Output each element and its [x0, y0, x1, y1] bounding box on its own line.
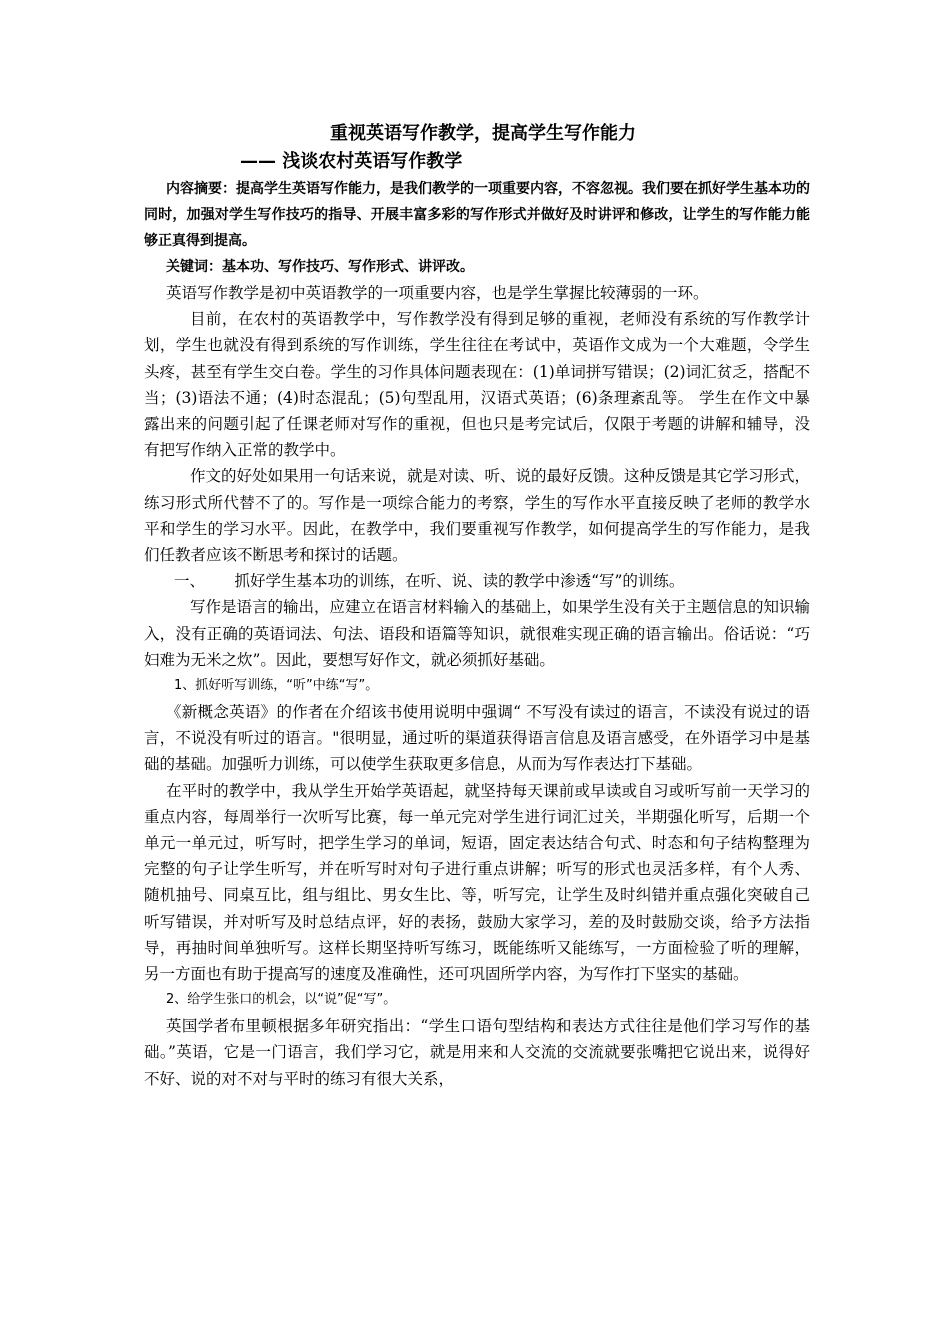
keywords: 关键词：基本功、写作技巧、写作形式、讲评改。: [166, 259, 474, 275]
body-paragraph: 英国学者布里顿根据多年研究指出：“学生口语句型结构和表达方式往往是他们学习写作的基础。”英语，它是一门语言，我们学习它，就是用来和人交流的交流就要张嘴把它说出来，说得好不好、说的对不对与平时的练习有很大关系，: [144, 1017, 810, 1088]
document-page: [144, 120, 810, 1092]
section-heading: 一、 抓好学生基本功的训练，在听、说、读的教学中渗透“写”的训练。: [174, 572, 685, 591]
subsection-heading: 2、给学生张口的机会，以“说”促“写”。: [166, 992, 397, 1008]
subsection-heading: 1、抓好听写训练，“听”中练“写”。: [174, 678, 379, 694]
document-subtitle: —— 浅谈农村英语写作教学: [240, 151, 463, 172]
body-paragraph: 在平时的教学中，我从学生开始学英语起，就坚持每天课前或早读或自习或听写前一天学习的重点内容，每周举行一次听写比赛，每一单元完对学生进行词汇过关，半期强化听写，后期一个单元一单元过，听写时，把学生学习的单词，短语，固定表达结合句式、时态和句子结构整理为完整的句子让学生听写，并在听写时对句子进行重点讲解；听写的形式也灵活多样，有个人秀、随机抽号、同桌互比，组与组比、男女生比、等，听写完，让学生及时纠错并重点强化突破自己听写错误，并对听写及时总结点评，好的表扬，鼓励大家学习，差的及时鼓励交谈，给予方法指导，再抽时间单独听写。这样长期坚持听写练习，既能练听又能练写，一方面检验了听的理解，另一方面也有助于提高写的速度及准确性，还可巩固所学内容，为写作打下坚实的基础。: [144, 781, 810, 984]
document-title: 重视英语写作教学，提高学生写作能力: [330, 123, 636, 144]
abstract: 内容摘要：提高学生英语写作能力，是我们教学的一项重要内容，不容忽视。我们要在抓好学生基本功的同时，加强对学生写作技巧的指导、开展丰富多彩的写作形式并做好及时讲评和修改，让学生的写作能力能够正真得到提高。: [144, 181, 810, 249]
body-paragraph: 写作是语言的输出，应建立在语言材料输入的基础上，如果学生没有关于主题信息的知识输入，没有正确的英语词法、句法、语段和语篇等知识，就很难实现正确的语言输出。俗话说：“巧妇难为无米之炊”。因此，要想写好作文，就必须抓好基础。: [144, 598, 811, 669]
body-paragraph: 《新概念英语》的作者在介绍该书使用说明中强调“ 不写没有读过的语言，不读没有说过的语言，不说没有听过的语言。"很明显，通过听的渠道获得语言信息及语言感受，在外语学习中是基础的基础。加强听力训练，可以使学生获取更多信息，从而为写作表达打下基础。: [144, 703, 810, 774]
body-paragraph: 目前，在农村的英语教学中，写作教学没有得到足够的重视，老师没有系统的写作教学计划，学生也就没有得到系统的写作训练，学生往往在考试中，英语作文成为一个大难题，令学生头疼，甚至有学生交白卷。学生的习作具体问题表现在：(1)单词拼写错误；(2)词汇贫乏，搭配不当；(3)语法不通；(4)时态混乱；(5)句型乱用，汉语式英语；(6)条理紊乱等。 学生在作文中暴露出来的问题引起了任课老师对写作的重视，但也只是考完试后，仅限于考题的讲解和辅导，没有把写作纳入正常的教学中。: [144, 310, 810, 460]
body-paragraph: 作文的好处如果用一句话来说，就是对读、听、说的最好反馈。这种反馈是其它学习形式，练习形式所代替不了的。写作是一项综合能力的考察，学生的写作水平直接反映了老师的教学水平和学生的学习水平。因此，在教学中，我们要重视写作教学，如何提高学生的写作能力，是我们任教者应该不断思考和探讨的话题。: [144, 467, 811, 565]
body-paragraph: 英语写作教学是初中英语教学的一项重要内容，也是学生掌握比较薄弱的一环。: [166, 284, 709, 302]
